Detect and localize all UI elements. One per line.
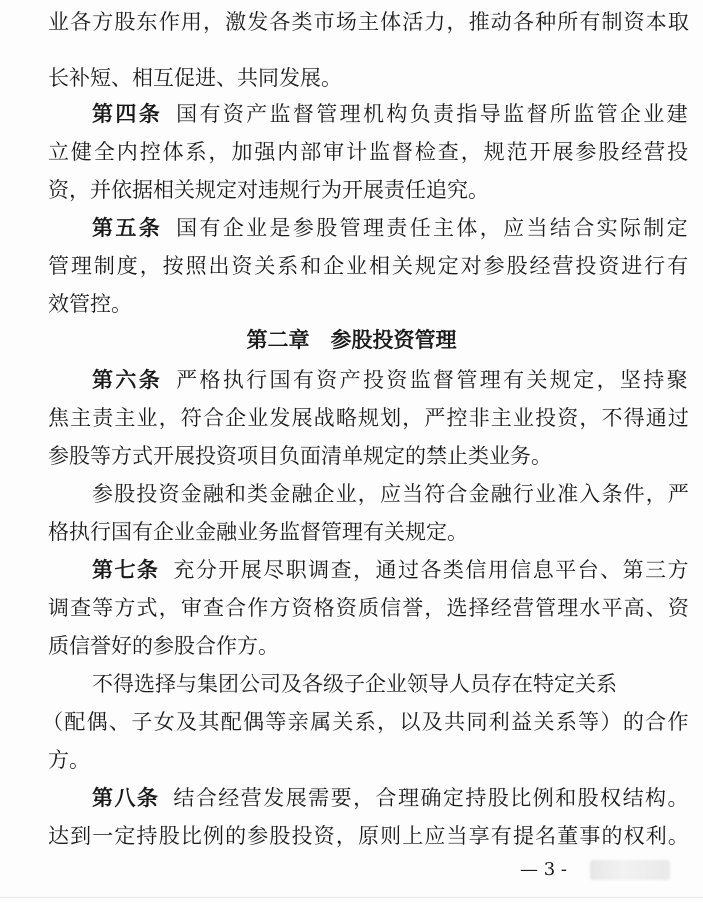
- line-text: 效管控。: [48, 292, 132, 316]
- article-6-line: [92, 360, 690, 400]
- text-line: [48, 588, 690, 628]
- line-text: 达到一定持股比例的参股投资，原则上应当享有提名董事的权利。: [48, 824, 691, 848]
- article-label: 第六条: [92, 368, 163, 392]
- text-line: [42, 702, 690, 742]
- text-line: [92, 664, 617, 704]
- page-edge-divider: [0, 897, 703, 898]
- text-line: [48, 58, 342, 98]
- article-8-line: [92, 778, 690, 818]
- article-4-line: [92, 94, 690, 134]
- text-line: [48, 626, 279, 666]
- text-line: [48, 436, 552, 476]
- blurred-watermark: [590, 860, 670, 880]
- text-line: [48, 246, 690, 286]
- text-line: [48, 284, 132, 324]
- chapter-heading: 第二章 参股投资管理: [246, 328, 457, 352]
- line-text: 方。: [48, 748, 90, 772]
- article-label: 第四条: [92, 102, 163, 126]
- line-text: （配偶、子女及其配偶等亲属关系，以及共同利益关系等）的合作: [42, 710, 690, 734]
- text-line: [48, 132, 690, 172]
- line-text: 立健全内控体系，加强内部审计监督检查，规范开展参股经营投: [48, 140, 691, 164]
- text-line: [48, 2, 690, 42]
- text-line: [48, 512, 468, 552]
- text-line: [48, 816, 690, 856]
- line-text: 参股等方式开展投资项目负面清单规定的禁止类业务。: [48, 444, 552, 468]
- text-line: [48, 398, 690, 438]
- line-text: 业各方股东作用，激发各类市场主体活力，推动各种所有制资本取: [48, 10, 691, 34]
- line-text: 长补短、相互促进、共同发展。: [48, 66, 342, 90]
- article-5-line: [92, 208, 690, 248]
- article-7-line: [92, 550, 690, 590]
- line-text: 国有资产监督管理机构负责指导监督所监管企业建: [176, 102, 691, 126]
- article-label: 第八条: [92, 786, 160, 810]
- line-text: 不得选择与集团公司及各级子企业领导人员存在特定关系: [92, 672, 617, 696]
- text-line: [92, 474, 690, 514]
- text-line: [48, 170, 489, 210]
- line-text: 严格执行国有资产投资监督管理有关规定，坚持聚: [176, 368, 691, 392]
- line-text: 格执行国有企业金融业务监督管理有关规定。: [48, 520, 468, 544]
- line-text: 充分开展尽职调查，通过各类信用信息平台、第三方: [173, 558, 690, 582]
- line-text: 国有企业是参股管理责任主体，应当结合实际制定: [176, 216, 691, 240]
- article-label: 第七条: [92, 558, 160, 582]
- line-text: 调查等方式，审查合作方资格资质信誉，选择经营管理水平高、资: [48, 596, 691, 620]
- text-line: [48, 740, 90, 780]
- line-text: 质信誉好的参股合作方。: [48, 634, 279, 658]
- line-text: 焦主责主业，符合企业发展战略规划，严控非主业投资，不得通过: [48, 406, 691, 430]
- line-text: 结合经营发展需要，合理确定持股比例和股权结构。: [173, 786, 690, 810]
- line-text: 资，并依据相关规定对违规行为开展责任追究。: [48, 178, 489, 202]
- line-text: 管理制度，按照出资关系和企业相关规定对参股经营投资进行有: [48, 254, 691, 278]
- article-label: 第五条: [92, 216, 163, 240]
- line-text: 参股投资金融和类金融企业，应当符合金融行业准入条件，严: [92, 482, 691, 506]
- page-number: — 3 -: [520, 859, 567, 880]
